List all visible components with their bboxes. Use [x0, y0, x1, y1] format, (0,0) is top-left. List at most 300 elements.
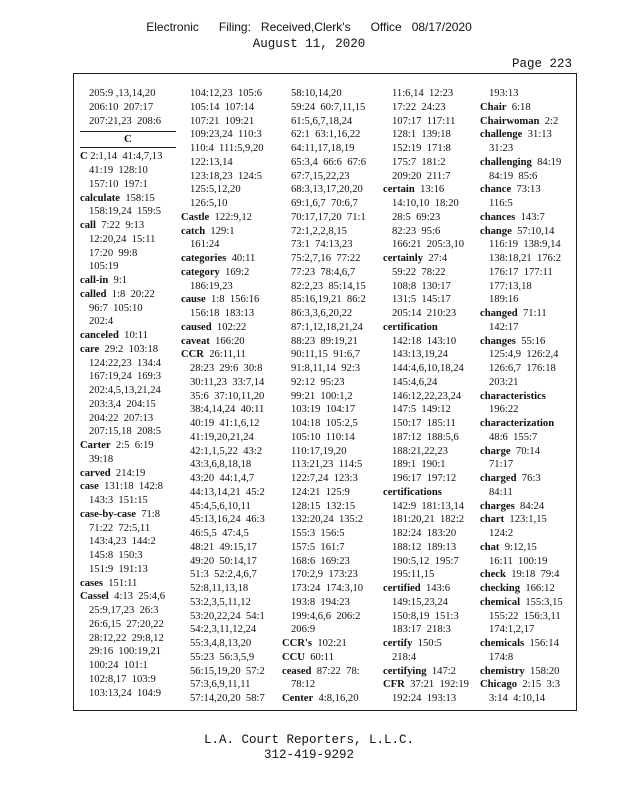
index-entry [480, 596, 572, 610]
index-continuation-line: 105:19 [89, 261, 119, 273]
index-headword: Chair [480, 101, 507, 113]
index-page-refs: 40:11 [226, 253, 256, 264]
index-continuation-line: 28:12,22 29:8,12 [89, 632, 164, 644]
index-continuation-line: 45:4,5,6,10,11 [190, 500, 251, 512]
index-continuation-line: 128:15 132:15 [291, 500, 356, 512]
index-continuation-line: 143:3 151:15 [89, 495, 148, 506]
index-continuation-line: 48:21 49:15,17 [190, 541, 257, 553]
index-continuation-line: 110:17,19,20 [291, 445, 347, 457]
index-continuation-line: 71:22 72:5,11 [89, 522, 151, 534]
index-entry [480, 445, 572, 459]
index-continuation-line: 174:1,2,17 [489, 624, 535, 636]
index-continuation-line: 155:3 156:5 [291, 528, 345, 539]
index-entry [383, 665, 479, 679]
index-continuation-line: 202:4,5,13,21,24 [89, 385, 161, 396]
index-continuation-line: 142:9 181:13,14 [392, 500, 465, 512]
index-continuation-line: 182:24 183:20 [392, 528, 457, 539]
index-headword: CCR's [282, 638, 313, 649]
index-headword: called [80, 288, 107, 300]
index-continuation-line: 65:3,4 66:6 67:6 [291, 156, 367, 168]
index-continuation-line: 51:3 52:2,4,6,7 [190, 569, 257, 581]
index-continuation-line: 126:6,7 176:18 [489, 363, 556, 374]
index-entry [282, 651, 378, 665]
index-page-refs: 131:18 142:8 [98, 481, 163, 493]
index-entry [480, 568, 572, 582]
index-continuation-line: 102:8,17 103:9 [89, 673, 156, 685]
index-continuation-line: 205:14 210:23 [392, 308, 457, 319]
index-continuation-line: 64:11,17,18,19 [291, 143, 355, 154]
index-headword: certify [383, 638, 413, 649]
index-continuation-line: 199:4,6,6 206:2 [291, 610, 361, 622]
index-headword: changes [480, 335, 516, 347]
index-continuation-line: 116:5 [489, 198, 513, 209]
index-continuation-line: 209:20 211:7 [392, 170, 451, 182]
index-continuation-line: 174:8 [489, 651, 514, 663]
index-column-5 [480, 87, 572, 706]
index-continuation-line: 52:8,11,13,18 [190, 583, 249, 594]
index-page-refs: 60:11 [304, 651, 334, 663]
index-continuation-line: 78:12 [291, 679, 316, 691]
index-entry [80, 480, 176, 494]
index-continuation-line: 110:4 111:5,9,20 [190, 143, 264, 154]
index-page-refs: 2:5 6:19 [110, 440, 154, 451]
index-continuation-line: 128:1 139:18 [392, 129, 451, 141]
index-page-refs: 10:11 [118, 330, 148, 341]
index-entry [480, 472, 572, 486]
index-headword: certified [383, 583, 421, 594]
index-continuation-line: 151:9 191:13 [89, 563, 148, 575]
index-page-refs: 1:8 156:16 [205, 294, 260, 306]
index-headword: care [80, 343, 100, 355]
index-headword: characteristics [480, 390, 546, 402]
index-entry [80, 274, 176, 288]
index-continuation-line: 193:13 [489, 88, 519, 99]
index-continuation-line: 218:4 [392, 651, 417, 663]
index-entry [80, 343, 176, 357]
index-continuation-line: 203:21 [489, 376, 519, 388]
index-page-refs: 143:7 [515, 211, 545, 223]
index-headword: checking [480, 583, 521, 594]
index-continuation-line: 54:2,3,11,12,24 [190, 624, 257, 636]
index-continuation-line: 96:7 105:10 [89, 302, 143, 314]
index-continuation-line: 99:21 100:1,2 [291, 390, 353, 402]
index-entry [480, 541, 572, 555]
index-headword: Castle [181, 211, 210, 223]
index-continuation-line: 100:24 101:1 [89, 660, 148, 671]
index-headword: certain [383, 184, 415, 196]
index-page-refs: 13:16 [414, 184, 445, 196]
index-headword: calculate [80, 192, 121, 204]
index-continuation-line: 190:5,12 195:7 [392, 555, 459, 567]
index-headword: call [80, 220, 96, 231]
index-continuation-line: 132:20,24 135:2 [291, 514, 364, 526]
index-entry [480, 513, 572, 527]
index-continuation-line: 116:19 138:9,14 [489, 239, 561, 251]
index-entry [480, 183, 572, 197]
index-entry [80, 590, 176, 604]
index-continuation-line: 67:7,15,22,23 [291, 170, 350, 182]
index-continuation-line: 142:18 143:10 [392, 335, 457, 347]
index-continuation-line: 28:23 29:6 30:8 [190, 363, 263, 374]
index-entry [480, 115, 572, 129]
index-entry [480, 417, 572, 431]
index-continuation-line: 186:19,23 [190, 280, 233, 292]
index-page-refs: 2:1,14 41:4,7,13 [87, 151, 163, 163]
index-page-refs: 27:4 [423, 253, 448, 264]
index-entry [80, 219, 176, 233]
index-continuation-line: 26:6,15 27:20,22 [89, 618, 164, 630]
index-entry [383, 582, 479, 596]
index-headword: cause [181, 294, 206, 306]
page-number: Page 223 [511, 57, 572, 71]
index-headword: canceled [80, 330, 119, 341]
index-headword: case [80, 481, 99, 493]
index-headword: CFR [383, 679, 405, 691]
index-page-refs: 102:21 [312, 638, 347, 649]
index-entry [383, 486, 479, 500]
index-page-refs: 147:2 [426, 665, 456, 677]
index-page-refs: 84:24 [514, 500, 545, 512]
index-continuation-line: 84:11 [489, 486, 513, 498]
index-continuation-line: 59:24 60:7,11,15 [291, 101, 366, 113]
index-headword: chemicals [480, 638, 525, 649]
index-continuation-line: 11:6,14 12:23 [392, 88, 454, 99]
index-continuation-line: 104:18 105:2,5 [291, 418, 358, 429]
index-continuation-line: 144:4,6,10,18,24 [392, 363, 464, 374]
index-page-refs: 155:3,15 [520, 596, 563, 608]
index-continuation-line: 131:5 145:17 [392, 294, 451, 306]
index-continuation-line: 145:8 150:3 [89, 550, 143, 561]
index-continuation-line: 56:15,19,20 57:2 [190, 665, 265, 677]
index-continuation-line: 113:21,23 114:5 [291, 459, 363, 471]
index-headword: catch [181, 225, 206, 237]
index-continuation-line: 170:2,9 173:23 [291, 569, 358, 581]
index-continuation-line: 150:17 185:11 [392, 418, 456, 429]
index-continuation-line: 147:5 149:12 [392, 404, 451, 416]
index-continuation-line: 157:10 197:1 [89, 178, 148, 190]
index-continuation-line: 138:18,21 176:2 [489, 253, 562, 264]
index-continuation-line: 166:21 205:3,10 [392, 239, 465, 251]
index-entry [80, 467, 176, 481]
index-headword: certification [383, 321, 438, 333]
index-page-refs: 84:19 [531, 156, 562, 168]
index-page-refs: 156:14 [524, 638, 559, 649]
index-page-refs: 214:19 [110, 467, 146, 479]
index-headword: chance [480, 184, 512, 196]
index-continuation-line: 196:22 [489, 404, 519, 416]
index-continuation-line: 62:1 63:1,16,22 [291, 129, 361, 141]
index-continuation-line: 202:4 [89, 316, 114, 328]
transcript-date: August 11, 2020 [252, 37, 366, 51]
index-continuation-line: 142:17 [489, 321, 519, 333]
index-continuation-line: 176:17 177:11 [489, 266, 553, 278]
index-continuation-line: 126:5,10 [190, 198, 228, 209]
index-entry [480, 225, 572, 239]
index-continuation-line: 207:21,23 208:6 [89, 115, 162, 127]
index-continuation-line: 91:8,11,14 92:3 [291, 363, 361, 374]
index-page-refs: 71:8 [135, 508, 161, 520]
index-continuation-line: 195:11,15 [392, 569, 435, 581]
index-entry [480, 637, 572, 651]
index-entry [480, 390, 572, 404]
index-headword: charge [480, 445, 511, 457]
index-headword: chat [480, 541, 500, 553]
index-continuation-line: 57:3,6,9,11,11 [190, 679, 251, 691]
index-continuation-line: 39:18 [89, 453, 114, 465]
index-continuation-line: 77:23 78:4,6,7 [291, 266, 356, 278]
index-continuation-line: 103:13,24 104:9 [89, 687, 162, 699]
index-column-1 [80, 87, 176, 700]
index-page-refs: 4:13 25:4,6 [108, 591, 166, 603]
index-entry [480, 335, 572, 349]
index-entry [80, 439, 176, 453]
index-continuation-line: 145:4,6,24 [392, 376, 438, 388]
index-continuation-line: 124:22,23 134:4 [89, 357, 162, 369]
index-continuation-line: 206:10 207:17 [89, 101, 154, 113]
index-page-refs: 37:21 192:19 [404, 679, 469, 691]
index-continuation-line: 183:17 218:3 [392, 624, 451, 636]
index-continuation-line: 124:2 [489, 528, 514, 539]
index-continuation-line: 152:19 171:8 [392, 143, 451, 154]
index-continuation-line: 188:12 189:13 [392, 541, 457, 553]
index-continuation-line: 146:12,22,23,24 [392, 390, 462, 402]
index-continuation-line: 205:9 ,13,14,20 [89, 88, 156, 99]
index-page-refs: 71:11 [517, 308, 547, 319]
index-headword: category [181, 266, 220, 278]
index-continuation-line: 168:6 169:23 [291, 555, 350, 567]
index-page-refs: 9:1 [108, 275, 128, 286]
index-page-refs: 143:6 [420, 583, 451, 594]
reporter-company: L.A. Court Reporters, L.L.C. [203, 733, 415, 747]
index-continuation-line: 189:1 190:1 [392, 459, 446, 471]
index-entry [80, 577, 176, 591]
index-entry [80, 192, 176, 206]
index-continuation-line: 49:20 50:14,17 [190, 555, 257, 567]
index-entry [181, 266, 277, 280]
index-continuation-line: 46:5,5 47:4,5 [190, 528, 249, 539]
index-page-refs: 2:2 [539, 115, 559, 127]
index-headword: case-by-case [80, 508, 136, 520]
index-headword: categories [181, 253, 227, 264]
index-continuation-line: 61:5,6,7,18,24 [291, 115, 353, 127]
index-headword: challenging [480, 156, 532, 168]
index-column-4 [383, 87, 479, 706]
index-entry [480, 128, 572, 142]
index-continuation-line: 73:1 74:13,23 [291, 239, 353, 251]
index-continuation-line: 17:22 24:23 [392, 101, 446, 113]
index-entry [480, 500, 572, 514]
index-continuation-line: 55:23 56:3,5,9 [190, 651, 255, 663]
index-continuation-line: 84:19 85:6 [489, 170, 538, 182]
index-continuation-line: 88:23 89:19,21 [291, 335, 358, 347]
index-continuation-line: 82:2,23 85:14,15 [291, 280, 366, 292]
index-continuation-line: 86:3,3,6,20,22 [291, 308, 353, 319]
index-continuation-line: 55:3,4,8,13,20 [190, 638, 252, 649]
index-entry [383, 678, 479, 692]
index-entry [480, 582, 572, 596]
index-entry [80, 329, 176, 343]
index-entry [480, 211, 572, 225]
index-continuation-line: 104:12,23 105:6 [190, 88, 263, 99]
index-page-refs: 166:12 [520, 583, 555, 594]
index-entry [80, 508, 176, 522]
index-page-refs: 129:1 [205, 225, 235, 237]
index-continuation-line: 181:20,21 182:2 [392, 514, 465, 526]
index-headword: caused [181, 321, 212, 333]
index-continuation-line: 3:14 4:10,14 [489, 693, 546, 704]
index-entry [80, 150, 176, 164]
index-continuation-line: 124:21 125:9 [291, 486, 350, 498]
index-page-refs: 9:12,15 [499, 541, 537, 553]
index-headword: carved [80, 467, 111, 479]
index-continuation-line: 143:13,19,24 [392, 349, 448, 361]
index-continuation-line: 28:5 69:23 [392, 211, 441, 223]
index-continuation-line: 57:14,20,20 58:7 [190, 693, 265, 704]
index-continuation-line: 143:4,23 144:2 [89, 536, 156, 548]
index-continuation-line: 25:9,17,23 26:3 [89, 605, 159, 616]
index-entry [383, 183, 479, 197]
index-page-frame [73, 73, 577, 711]
index-continuation-line: 157:5 161:7 [291, 541, 345, 553]
index-continuation-line: 125:5,12,20 [190, 184, 241, 196]
index-continuation-line: 107:17 117:11 [392, 115, 456, 127]
index-headword: CCU [282, 651, 305, 663]
index-continuation-line: 108:8 130:17 [392, 280, 451, 292]
index-page-refs: 102:22 [211, 321, 247, 333]
index-headword: certifications [383, 486, 442, 498]
index-continuation-line: 161:24 [190, 239, 220, 251]
index-continuation-line: 188:21,22,23 [392, 445, 448, 457]
index-continuation-line: 41:19 128:10 [89, 165, 148, 176]
index-page-refs: 57:10,14 [511, 225, 555, 237]
index-continuation-line: 196:17 197:12 [392, 473, 457, 484]
index-entry [480, 678, 572, 692]
index-continuation-line: 105:10 110:14 [291, 431, 355, 443]
index-continuation-line: 75:2,7,16 77:22 [291, 253, 361, 264]
index-headword: change [480, 225, 512, 237]
index-headword: C [80, 151, 88, 163]
index-entry [80, 288, 176, 302]
index-continuation-line: 29:16 100:19,21 [89, 646, 162, 658]
index-headword: cases [80, 577, 103, 589]
index-headword: characterization [480, 418, 555, 429]
index-entry [480, 101, 572, 115]
index-page-refs: 76:3 [516, 473, 541, 484]
index-entry [181, 252, 277, 266]
index-headword: Carter [80, 440, 111, 451]
index-continuation-line: 123:18,23 124:5 [190, 170, 263, 182]
index-continuation-line: 187:12 188:5,6 [392, 431, 459, 443]
index-continuation-line: 167:19,24 169:3 [89, 371, 162, 383]
index-continuation-line: 85:16,19,21 86:2 [291, 294, 366, 306]
index-entry [383, 321, 479, 335]
index-headword: changed [480, 308, 518, 319]
index-entry [181, 321, 277, 335]
index-continuation-line: 92:12 95:23 [291, 376, 345, 388]
index-continuation-line: 87:1,12,18,21,24 [291, 321, 363, 333]
index-column-3 [282, 87, 378, 706]
index-continuation-line: 103:19 104:17 [291, 404, 356, 416]
index-entry [383, 637, 479, 651]
index-continuation-line: 42:1,1,5,22 43:2 [190, 445, 263, 457]
index-headword: call-in [80, 275, 109, 286]
index-continuation-line: 192:24 193:13 [392, 693, 457, 704]
index-headword: caveat [181, 335, 210, 347]
index-continuation-line: 43:20 44:1,4,7 [190, 473, 255, 484]
index-continuation-line: 107:21 109:21 [190, 115, 255, 127]
index-entry [181, 211, 277, 225]
index-continuation-line: 109:23,24 110:3 [190, 129, 262, 141]
index-continuation-line: 173:24 174:3,10 [291, 583, 364, 594]
index-entry [181, 348, 277, 362]
index-page-refs: 6:18 [506, 101, 531, 113]
index-continuation-line: 69:1,6,7 70:6,7 [291, 198, 358, 209]
index-page-refs: 70:14 [510, 445, 541, 457]
index-continuation-line: 193:8 194:23 [291, 596, 350, 608]
index-headword: ceased [282, 665, 312, 677]
index-continuation-line: 68:3,13,17,20,20 [291, 184, 363, 196]
index-headword: Cassel [80, 591, 109, 603]
index-continuation-line: 17:20 99:8 [89, 247, 138, 259]
index-continuation-line: 40:19 41:1,6,12 [190, 418, 260, 429]
index-continuation-line: 72:1,2,2,8,15 [291, 225, 347, 237]
index-continuation-line: 48:6 155:7 [489, 431, 538, 443]
index-continuation-line: 90:11,15 91:6,7 [291, 349, 361, 361]
index-page-refs: 31:13 [522, 129, 552, 141]
index-headword: Chicago [480, 679, 518, 691]
index-continuation-line: 41:19,20,21,24 [190, 431, 254, 443]
index-entry [282, 692, 378, 706]
index-continuation-line: 122:7,24 123:3 [291, 473, 358, 484]
index-entry [181, 225, 277, 239]
filing-stamp-line: Electronic Filing: Received,Clerk's Office 08/17/2020 [146, 20, 472, 34]
index-headword: challenge [480, 129, 523, 141]
index-continuation-line: 71:17 [489, 459, 514, 471]
index-continuation-line: 58:10,14,20 [291, 88, 342, 99]
index-continuation-line: 70:17,17,20 71:1 [291, 211, 366, 223]
index-page-refs: 150:5 [412, 638, 442, 649]
index-page-refs: 151:11 [102, 577, 138, 589]
index-entry [282, 637, 378, 651]
index-continuation-line: 149:15,23,24 [392, 596, 448, 608]
index-page-refs: 19:18 79:4 [505, 569, 560, 581]
index-continuation-line: 155:22 156:3,11 [489, 610, 561, 622]
index-headword: chances [480, 211, 516, 223]
reporter-phone: 312-419-9292 [263, 748, 354, 762]
index-continuation-line: 105:14 107:14 [190, 101, 255, 113]
index-page-refs: 123:1,15 [504, 514, 547, 526]
index-entry [181, 293, 277, 307]
index-headword: chemical [480, 596, 521, 608]
index-page-refs: 2:15 3:3 [517, 679, 561, 691]
index-continuation-line: 125:4,9 126:2,4 [489, 349, 559, 361]
index-continuation-line: 177:13,18 [489, 280, 532, 292]
index-continuation-line: 203:3,4 204:15 [89, 398, 156, 410]
index-continuation-line: 53:20,22,24 54:1 [190, 610, 265, 622]
index-letter-heading: C [80, 131, 176, 148]
index-page-refs: 122:9,12 [209, 211, 252, 223]
index-continuation-line: 150:8,19 151:3 [392, 610, 459, 622]
index-continuation-line: 31:23 [489, 143, 514, 154]
index-headword: Center [282, 693, 314, 704]
index-continuation-line: 30:11,23 33:7,14 [190, 376, 265, 388]
index-continuation-line: 189:16 [489, 294, 519, 306]
index-page-refs: 158:15 [120, 192, 155, 204]
index-page-refs: 7:22 9:13 [95, 220, 145, 231]
index-entry [480, 307, 572, 321]
index-continuation-line: 59:22 78:22 [392, 266, 446, 278]
index-headword: certifying [383, 665, 427, 677]
